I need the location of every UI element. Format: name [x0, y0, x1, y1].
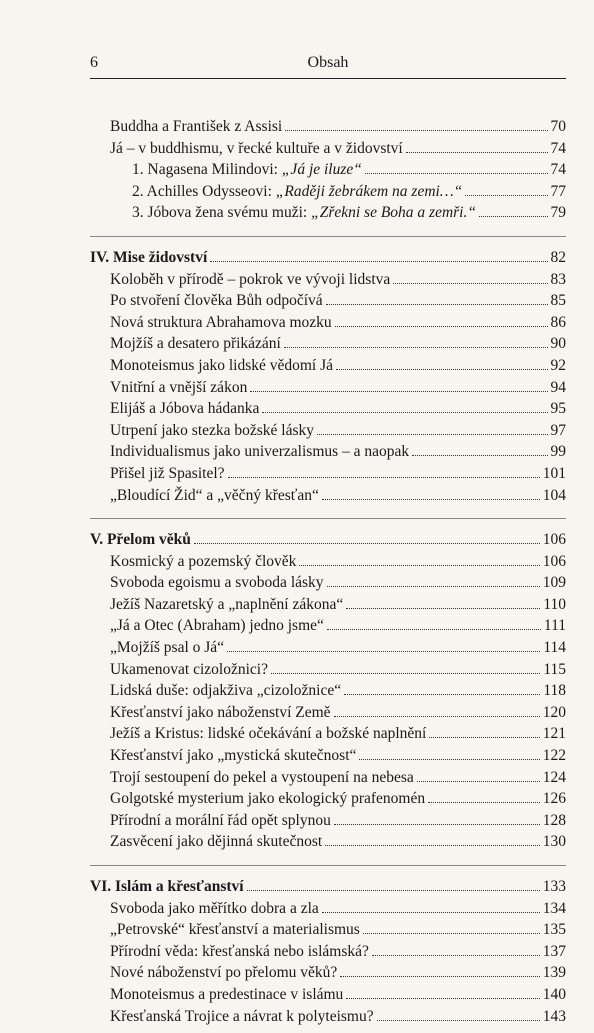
toc-entry-title: „Bloudící Žid“ a „věčný křesťan“ [110, 486, 319, 504]
toc-entry-title: Po stvoření člověka Bůh odpočívá [110, 292, 323, 310]
dot-leader [194, 531, 540, 544]
toc-entry [90, 441, 566, 463]
toc-entry [90, 355, 566, 377]
toc-chapter-heading [90, 529, 566, 551]
toc-page-number: 94 [550, 378, 566, 396]
dot-leader [377, 1007, 540, 1020]
toc-entry [90, 333, 566, 355]
toc-page-number: 74 [550, 139, 566, 157]
toc-entry [90, 984, 566, 1006]
toc-entry-title: „Mojžíš psal o Já“ [110, 639, 225, 657]
toc-entry [90, 572, 566, 594]
toc-section [90, 865, 566, 1033]
dot-leader [344, 682, 540, 695]
toc-entry-title: Já – v buddhismu, v řecké kultuře a v židovství [110, 139, 403, 157]
page-number: 6 [90, 54, 98, 71]
toc-entry [90, 202, 566, 224]
toc-entry [90, 485, 566, 507]
toc-page-number: 95 [550, 400, 566, 418]
running-title: Obsah [307, 54, 349, 71]
toc-page-number: 114 [543, 639, 566, 657]
toc-entry-title: Monoteismus a predestinace v islámu [110, 985, 344, 1003]
dot-leader [412, 443, 547, 456]
toc-chapter-heading [90, 247, 566, 269]
dot-leader [327, 574, 540, 587]
toc-entry-title: Křesťanská Trojice a návrat k polyteismu? [110, 1007, 374, 1025]
toc-page-number: 111 [543, 617, 566, 635]
toc-page-number: 110 [543, 595, 566, 613]
toc-page-number: 121 [542, 725, 566, 743]
toc-page-number: 99 [550, 443, 566, 461]
toc-entry-title: 1. Nagasena Milindovi: „Já je iluze“ [132, 161, 362, 179]
toc-page-number: 82 [550, 248, 566, 266]
toc-entry [90, 594, 566, 616]
toc-chapter-heading [90, 876, 566, 898]
toc-entry [90, 159, 566, 181]
dot-leader [322, 899, 540, 912]
toc-entry-title: Zasvěcení jako dějinná skutečnost [110, 833, 323, 851]
dot-leader [228, 465, 540, 478]
dot-leader [247, 878, 540, 891]
toc-entry-title: Přírodní a morální řád opět splynou [110, 811, 331, 829]
toc-entry [90, 551, 566, 573]
page-header [90, 52, 566, 79]
dot-leader [363, 921, 540, 934]
dot-leader [285, 118, 547, 131]
toc-section [90, 112, 566, 230]
toc-entry-title: Vnitřní a vnější zákon [110, 378, 248, 396]
dot-leader [335, 313, 548, 326]
toc-page-number: 124 [542, 768, 566, 786]
toc-page-number: 97 [550, 421, 566, 439]
toc-page-number: 115 [543, 660, 566, 678]
toc-entry [90, 377, 566, 399]
dot-leader [346, 986, 539, 999]
toc-page-number: 126 [542, 790, 566, 808]
toc-entry-title: Mojžíš a desatero přikázání [110, 335, 281, 353]
toc-page-number: 134 [542, 899, 566, 917]
toc-entry [90, 398, 566, 420]
dot-leader [465, 182, 547, 195]
dot-leader [336, 357, 547, 370]
toc-entry-title: „Já a Otec (Abraham) jedno jsme“ [110, 617, 324, 635]
dot-leader [334, 703, 540, 716]
toc-entry-title: Křesťanství jako náboženství Země [110, 703, 331, 721]
dot-leader [299, 552, 539, 565]
toc-entry-title: 2. Achilles Odysseovi: „Raději žebrákem na zemi…“ [132, 182, 463, 200]
dot-leader [322, 486, 540, 499]
toc-entry [90, 723, 566, 745]
toc-page-number: 133 [542, 878, 566, 895]
toc-entry-title: Ježíš a Kristus: lidské očekávání a božské naplnění [110, 725, 427, 743]
dot-leader [250, 378, 547, 391]
toc-entry-title: Buddha a František z Assisi [110, 118, 283, 135]
toc-entry-title: 3. Jóbova žena svému muži: „Zřekni se Boha a zemři.“ [132, 204, 476, 222]
table-of-contents [90, 112, 566, 1033]
toc-entry-title: Svoboda egoismu a svoboda lásky [110, 574, 324, 592]
dot-leader [406, 139, 548, 152]
toc-entry [90, 181, 566, 203]
dot-leader [210, 249, 547, 262]
dot-leader [326, 292, 548, 305]
toc-entry-title: Utrpení jako stezka božské lásky [110, 421, 315, 439]
toc-page-number: 120 [542, 703, 566, 721]
toc-page-number: 106 [542, 552, 566, 570]
toc-entry-title: Ukamenovat cizoložnici? [110, 660, 268, 678]
toc-page-number: 101 [542, 464, 566, 482]
toc-page-number: 143 [542, 1007, 566, 1025]
toc-page-number: 122 [542, 747, 566, 765]
toc-entry [90, 919, 566, 941]
toc-entry [90, 312, 566, 334]
toc-page-number: 83 [550, 270, 566, 288]
toc-entry-title: IV. Mise židovství [90, 248, 208, 266]
dot-leader [429, 725, 539, 738]
toc-page-number: 85 [550, 292, 566, 310]
toc-entry [90, 463, 566, 485]
toc-entry-title: Individualismus jako univerzalismus – a naopak [110, 443, 410, 461]
toc-page-number: 104 [542, 486, 566, 504]
toc-entry-title: Monoteismus jako lidské vědomí Já [110, 356, 334, 374]
toc-entry-title: Nové náboženství po přelomu věků? [110, 964, 338, 982]
dot-leader [262, 400, 547, 413]
toc-entry-title: Elijáš a Jóbova hádanka [110, 400, 260, 418]
toc-entry-title: Křesťanství jako „mystická skutečnost“ [110, 747, 357, 765]
toc-page-number: 92 [550, 356, 566, 374]
dot-leader [284, 335, 548, 348]
dot-leader [372, 942, 540, 955]
toc-page-number: 79 [550, 204, 566, 222]
toc-entry-title: Přišel již Spasitel? [110, 464, 225, 482]
toc-page-number: 137 [542, 942, 566, 960]
toc-entry [90, 788, 566, 810]
toc-page-number: 106 [542, 531, 566, 549]
toc-section [90, 236, 566, 512]
dot-leader [428, 790, 540, 803]
dot-leader [359, 747, 539, 760]
toc-entry [90, 290, 566, 312]
toc-entry-title: V. Přelom věků [90, 531, 191, 549]
toc-entry [90, 831, 566, 853]
dot-leader [325, 833, 540, 846]
toc-entry [90, 702, 566, 724]
toc-entry [90, 962, 566, 984]
toc-entry-title: „Petrovské“ křesťanství a materialismus [110, 921, 360, 939]
toc-page-number: 109 [542, 574, 566, 592]
toc-entry [90, 116, 566, 138]
toc-entry [90, 269, 566, 291]
dot-leader [346, 595, 540, 608]
dot-leader [340, 964, 539, 977]
dot-leader [417, 768, 540, 781]
toc-entry-title: Svoboda jako měřítko dobra a zla [110, 899, 319, 917]
toc-entry [90, 680, 566, 702]
toc-page-number: 70 [550, 118, 566, 135]
toc-page-number: 77 [550, 182, 566, 200]
toc-page-number: 135 [542, 921, 566, 939]
toc-entry-title: Nová struktura Abrahamova mozku [110, 313, 332, 331]
dot-leader [479, 204, 548, 217]
toc-entry [90, 615, 566, 637]
toc-entry-title: Ježíš Nazaretský a „naplnění zákona“ [110, 595, 344, 613]
dot-leader [317, 421, 547, 434]
toc-entry [90, 898, 566, 920]
dot-leader [327, 617, 541, 630]
toc-entry [90, 745, 566, 767]
toc-section [90, 518, 566, 859]
dot-leader [334, 811, 540, 824]
toc-entry [90, 941, 566, 963]
toc-entry-title: Golgotské mysterium jako ekologický prafenomén [110, 790, 426, 808]
toc-page-number: 86 [550, 313, 566, 331]
dot-leader [365, 161, 548, 174]
dot-leader [271, 660, 540, 673]
toc-page-number: 128 [542, 811, 566, 829]
dot-leader [227, 639, 540, 652]
toc-entry-title: Trojí sestoupení do pekel a vystoupení na nebesa [110, 768, 414, 786]
toc-page-number: 118 [543, 682, 566, 700]
toc-page-number: 74 [550, 161, 566, 179]
toc-page-number: 140 [542, 985, 566, 1003]
dot-leader [393, 270, 547, 283]
toc-page-number: 139 [542, 964, 566, 982]
toc-page-number: 90 [550, 335, 566, 353]
toc-entry [90, 659, 566, 681]
toc-entry-title: Lidská duše: odjakživa „cizoložnice“ [110, 682, 342, 700]
toc-entry-title: Koloběh v přírodě – pokrok ve vývoji lidstva [110, 270, 391, 288]
toc-entry-title: Kosmický a pozemský člověk [110, 552, 297, 570]
toc-entry-title: VI. Islám a křesťanství [90, 878, 244, 895]
toc-entry-title: Přírodní věda: křesťanská nebo islámská? [110, 942, 369, 960]
toc-page-number: 130 [542, 833, 566, 851]
toc-entry [90, 637, 566, 659]
toc-entry [90, 138, 566, 160]
toc-entry [90, 767, 566, 789]
toc-entry [90, 420, 566, 442]
toc-entry [90, 810, 566, 832]
